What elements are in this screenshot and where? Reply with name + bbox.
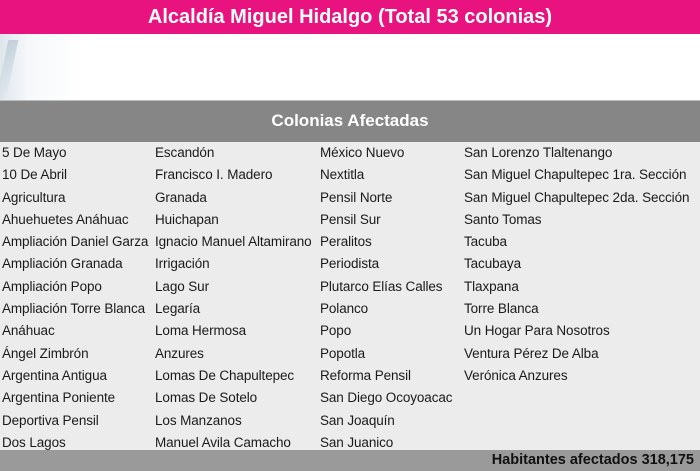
colonia-item: Polanco: [320, 301, 369, 317]
colonia-item: 10 De Abril: [2, 167, 67, 183]
total-affected-residents: Habitantes afectados 318,175: [491, 452, 694, 468]
colonia-item: San Miguel Chapultepec 1ra. Sección: [464, 167, 687, 183]
colonia-item: Legaría: [155, 301, 201, 317]
colonia-item: Lomas De Sotelo: [155, 390, 258, 406]
colonia-item: Verónica Anzures: [464, 367, 568, 383]
colonia-item: Tlaxpana: [464, 278, 519, 294]
colonia-item: Reforma Pensil: [320, 367, 411, 383]
page-title: Alcaldía Miguel Hidalgo (Total 53 colonias): [0, 0, 700, 34]
colonia-item: Periodista: [320, 256, 380, 272]
colonia-item: Dos Lagos: [2, 434, 66, 450]
decorative-banner: [0, 34, 700, 100]
colonia-item: Ampliación Torre Blanca: [2, 301, 146, 317]
colonia-item: Pensil Sur: [320, 211, 381, 227]
colonia-item: Tacubaya: [464, 256, 521, 272]
colonias-table: [0, 142, 700, 450]
colonia-item: San Joaquín: [320, 412, 395, 428]
colonia-item: San Juanico: [320, 434, 394, 450]
colonia-item: Ángel Zimbrón: [2, 345, 89, 361]
colonia-item: Argentina Poniente: [2, 390, 116, 406]
table-header: Colonias Afectadas: [0, 100, 700, 142]
colonia-item: Francisco I. Madero: [155, 167, 273, 183]
colonia-item: Torre Blanca: [464, 301, 539, 317]
colonia-item: San Miguel Chapultepec 2da. Sección: [464, 189, 690, 205]
colonia-item: Ignacio Manuel Altamirano: [155, 234, 312, 250]
colonia-item: Anáhuac: [2, 323, 55, 339]
colonia-item: Deportiva Pensil: [2, 412, 99, 428]
colonia-item: San Lorenzo Tlaltenango: [464, 145, 613, 160]
colonia-item: Popotla: [320, 345, 366, 361]
colonia-item: Santo Tomas: [464, 211, 542, 227]
colonia-item: Lago Sur: [155, 278, 209, 294]
colonia-item: Nextitla: [320, 167, 365, 183]
colonia-item: Un Hogar Para Nosotros: [464, 323, 610, 339]
colonias-column-3: [320, 142, 452, 454]
colonia-item: Popo: [320, 323, 352, 339]
colonia-item: Huichapan: [155, 211, 219, 227]
colonia-item: Ahuehuetes Anáhuac: [2, 211, 129, 227]
colonia-item: Agricultura: [2, 189, 66, 205]
colonia-item: Peralitos: [320, 234, 372, 250]
colonia-item: Los Manzanos: [155, 412, 242, 428]
colonias-column-4: [464, 142, 689, 387]
decorative-streak: [0, 40, 18, 100]
colonia-item: Escandón: [155, 145, 215, 160]
colonia-item: 5 De Mayo: [2, 145, 67, 160]
colonia-item: Tacuba: [464, 234, 507, 250]
colonia-item: Plutarco Elías Calles: [320, 278, 443, 294]
colonia-item: Ampliación Popo: [2, 278, 102, 294]
colonia-item: Argentina Antigua: [2, 367, 107, 383]
table-footer: [0, 450, 700, 471]
colonia-item: Lomas De Chapultepec: [155, 367, 295, 383]
colonia-item: Irrigación: [155, 256, 210, 272]
colonia-item: San Diego Ocoyoacac: [320, 390, 453, 406]
colonia-item: Ampliación Granada: [2, 256, 123, 272]
colonias-column-2: [155, 142, 312, 454]
colonia-item: Pensil Norte: [320, 189, 393, 205]
colonia-item: Ampliación Daniel Garza: [2, 234, 149, 250]
colonia-item: Ventura Pérez De Alba: [464, 345, 599, 361]
colonia-item: Anzures: [155, 345, 204, 361]
colonia-item: Loma Hermosa: [155, 323, 247, 339]
colonia-item: Granada: [155, 189, 207, 205]
colonia-item: México Nuevo: [320, 145, 405, 160]
colonias-column-1: [2, 142, 148, 454]
colonia-item: Manuel Avila Camacho: [155, 434, 291, 450]
